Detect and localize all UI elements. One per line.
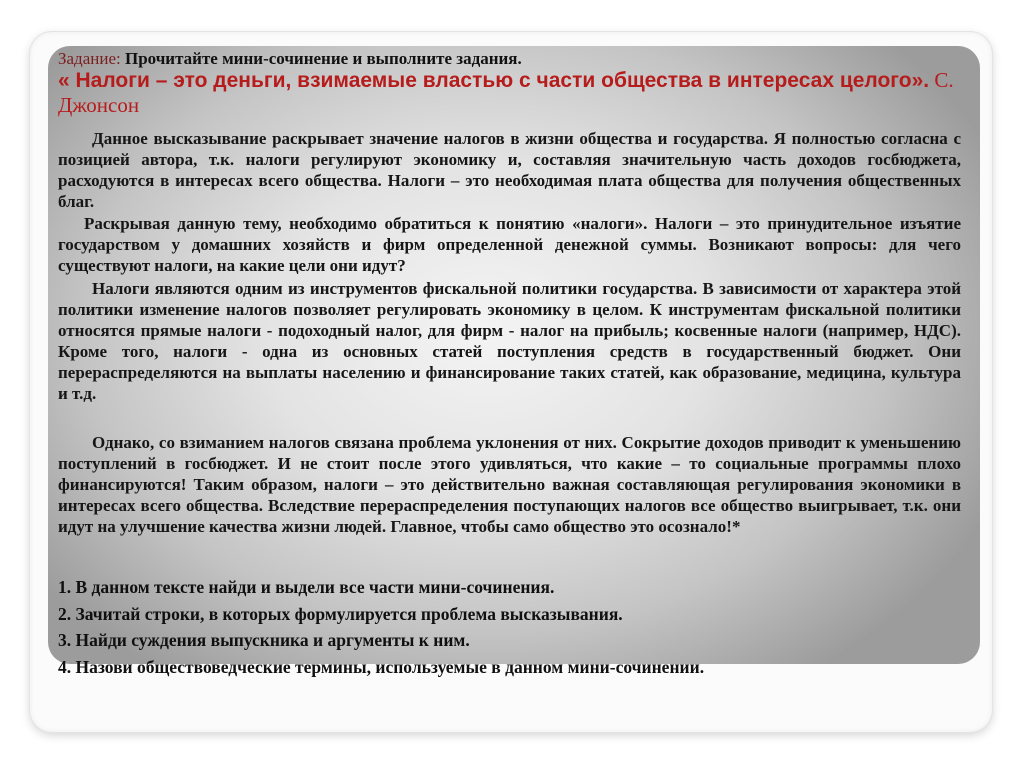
task-instruction: Прочитайте мини-сочинение и выполните задания. (120, 49, 522, 68)
essay-paragraph-4: Однако, со взиманием налогов связана проблема уклонения от них. Сокрытие доходов приводит к уменьшению поступлений в госбюджет. И не стоит после этого удивляться, что какие – то социальные программы плохо финансируются! Таким образом, налоги – это действительно важная составляющая регулирования экономики в интересах всего общества. Вследствие перераспределения поступающих налогов все общество выигрывает, т.к. они идут на улучшение качества жизни людей. Главное, чтобы само общество это осознало!* (58, 433, 961, 536)
quote-author: С. Джонсон (58, 68, 954, 117)
essay-paragraph-2: Раскрывая данную тему, необходимо обратиться к понятию «налоги». Налоги – это принудительное изъятие государством у домашних хозяйств и фирм определенной денежной суммы. Возникают вопросы: для чего существуют налоги, на какие цели они идут? (58, 214, 961, 275)
epigraph-quote (58, 68, 958, 118)
quote-text: « Налоги – это деньги, взимаемые властью с части общества в интересах целого». (58, 69, 930, 92)
question-item: 2. Зачитай строки, в которых формулируется проблема высказывания. (58, 603, 623, 624)
task-label: Задание: (58, 49, 121, 68)
question-item: 1. В данном тексте найди и выдели все части мини-сочинения. (58, 577, 555, 597)
essay-paragraph-1: Данное высказывание раскрывает значение налогов в жизни общества и государства. Я полностью согласна с позицией автора, т.к. налоги регулируют экономику и, составляя значительную часть доходов госбюджета, расходуются в интересах всего общества. Налоги – это необходимая плата общества для получения общественных благ. (58, 129, 961, 211)
task-heading (58, 49, 522, 69)
question-item: 4. Назови обществоведческие термины, используемые в данном мини-сочинении. (58, 656, 705, 677)
questions-list (58, 574, 961, 680)
question-item: 3. Найди суждения выпускника и аргументы к ним. (58, 630, 470, 650)
essay-paragraph-3: Налоги являются одним из инструментов фискальной политики государства. В зависимости от характера этой политики изменение налогов позволяет регулировать экономику в целом. К инструментам фискальной политики относятся прямые налоги - подоходный налог, для фирм - налог на прибыль; косвенные налоги (например, НДС). Кроме того, налоги - одна из основных статей поступления средств в государственный бюджет. Они перераспределяются на выплаты населению и финансирование таких статей, как образование, медицина, культура и т.д. (58, 279, 961, 403)
